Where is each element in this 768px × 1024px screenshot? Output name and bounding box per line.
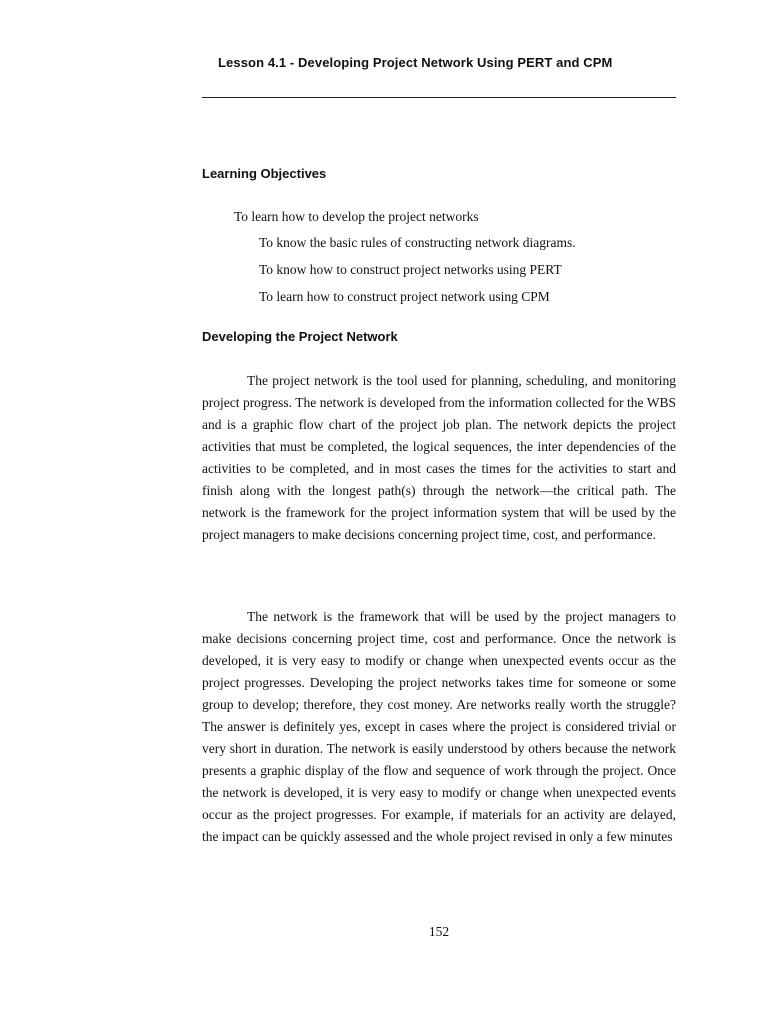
- body-paragraph: The project network is the tool used for planning, scheduling, and monitoring project progress. The network is developed from the information collected for the WBS and is a graphic flow chart of the project job plan. The network depicts the project activities that must be completed, the logical sequences, the inter dependencies of the activities to be completed, and in most cases the times for the activities to start and finish along with the longest path(s) through the network—the critical path. The network is the framework for the project information system that will be used by the project managers to make decisions concerning project time, cost, and performance.: [202, 373, 676, 542]
- header-divider: [202, 97, 676, 98]
- list-item: To know the basic rules of constructing network diagrams.: [259, 235, 576, 250]
- list-item: To learn how to develop the project networks: [234, 209, 479, 224]
- list-item: To learn how to construct project network using CPM: [259, 289, 550, 304]
- body-paragraph: The network is the framework that will be used by the project managers to make decisions concerning project time, cost and performance. Once the network is developed, it is very easy to modify or change when unexpected events occur as the project progresses. Developing the project networks takes time for someone or some group to develop; therefore, they cost money. Are networks really worth the struggle? The answer is definitely yes, except in cases where the project is considered trivial or very short in duration. The network is easily understood by others because the network presents a graphic display of the flow and sequence of work through the project. Once the network is developed, it is very easy to modify or change when unexpected events occur as the project progresses. For example, if materials for an activity are delayed, the impact can be quickly assessed and the whole project revised in only a few minutes: [202, 609, 676, 844]
- project-network-heading: Developing the Project Network: [202, 329, 398, 344]
- page-number: 152: [428, 924, 450, 939]
- learning-objectives-heading: Learning Objectives: [202, 166, 327, 181]
- lesson-title: Lesson 4.1 - Developing Project Network Using PERT and CPM: [218, 55, 613, 70]
- list-item: To know how to construct project networks using PERT: [259, 262, 562, 277]
